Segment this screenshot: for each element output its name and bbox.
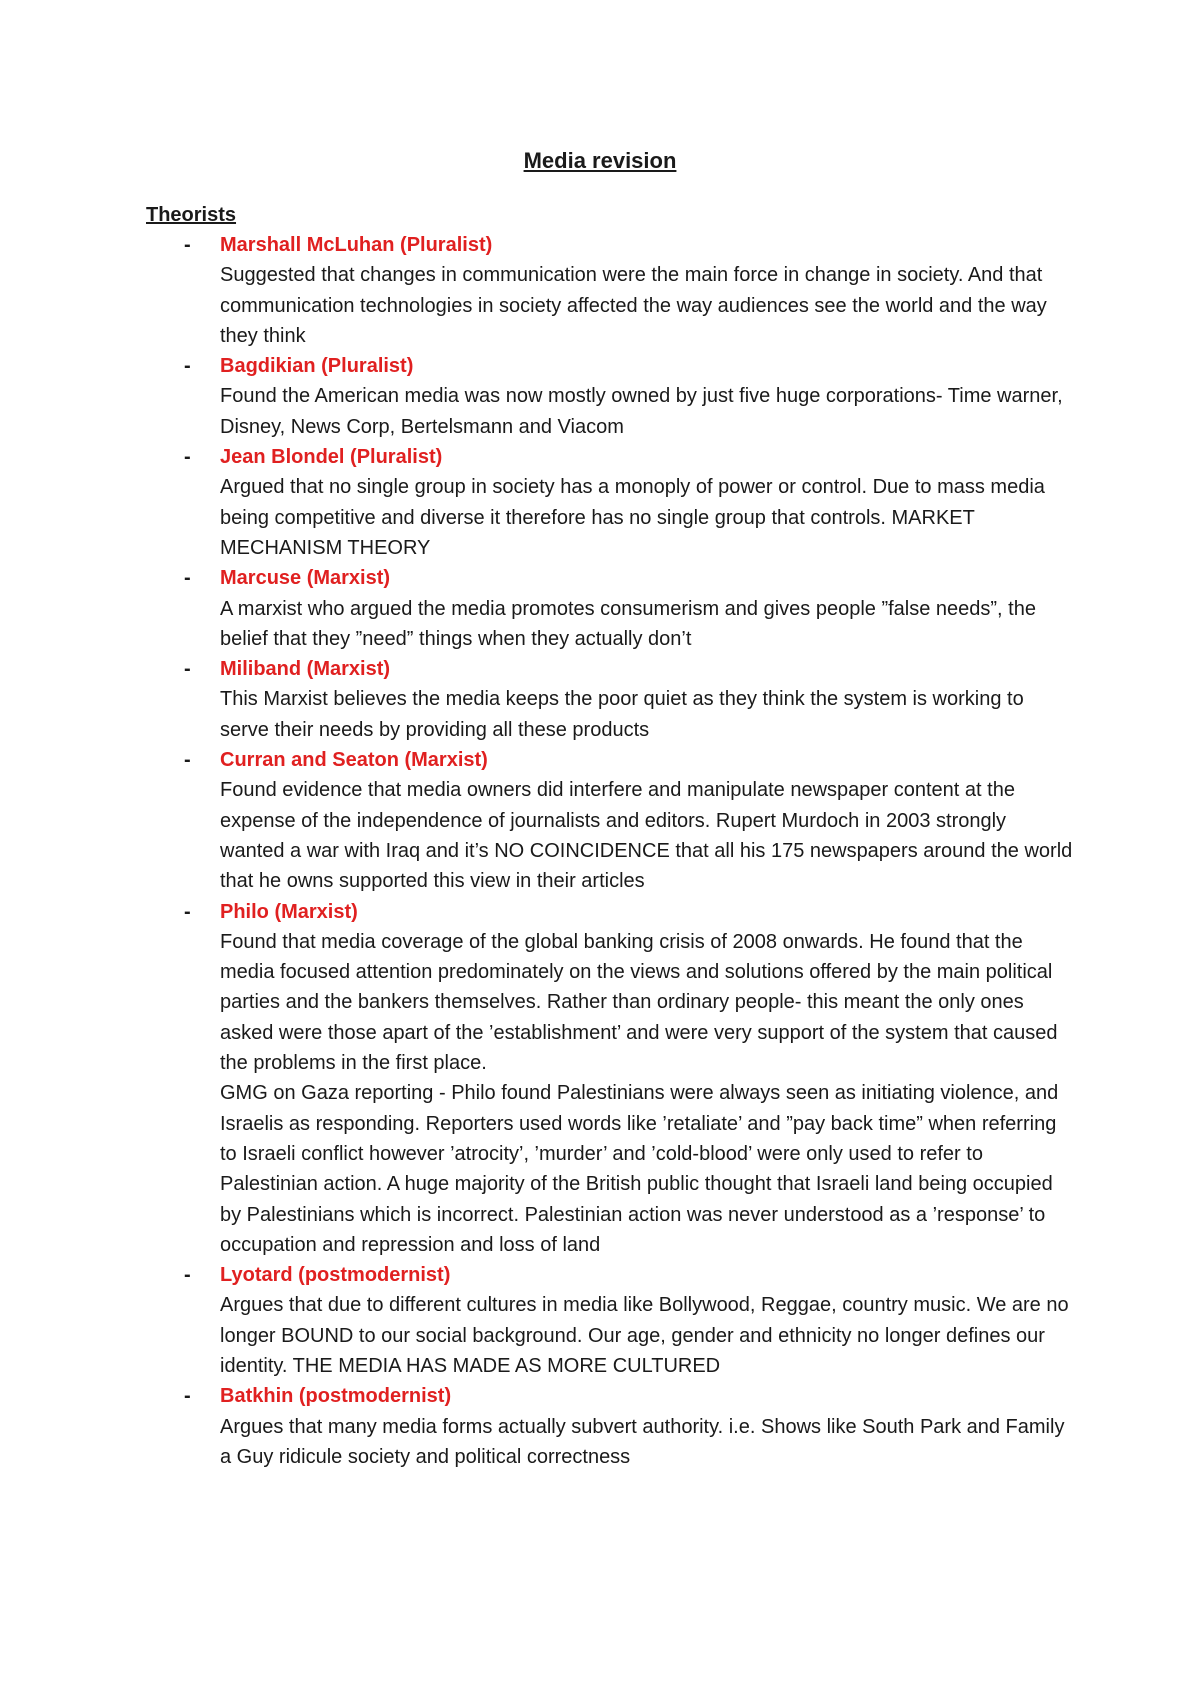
theorist-name: Miliband (Marxist) [220,658,391,681]
theorist-item [146,351,1076,442]
theorist-description: Found the American media was now mostly owned by just five huge corporations- Time warner, Disney, News Corp, Bertelsmann and Viacom [220,385,1063,438]
theorist-name: Batkhin (postmodernist) [220,1385,452,1408]
theorist-item [146,1381,1076,1472]
theorist-item [146,654,1076,745]
theorist-description: Found that media coverage of the global banking crisis of 2008 onwards. He found that the media focused attention predominately on the views and solutions offered by the main political parties and the bankers themselves. Rather than ordinary people- this meant the only ones asked were those apart of the ’establishment’ and were very support of the system that caused the problems in the first place. [220,930,1058,1075]
theorist-name: Jean Blondel (Pluralist) [220,446,443,469]
theorist-item [146,897,1076,1261]
bullet-dash: - [184,234,191,256]
bullet-dash: - [184,567,191,590]
theorist-description: This Marxist believes the media keeps the poor quiet as they think the system is working to serve their needs by providing all these products [220,688,1024,741]
theorist-name: Marshall McLuhan (Pluralist) [220,234,493,256]
theorist-name: Curran and Seaton (Marxist) [220,749,488,772]
bullet-dash: - [184,658,191,681]
theorist-name: Lyotard (postmodernist) [220,1264,451,1287]
theorist-description: Argued that no single group in society has a monoply of power or control. Due to mass media being competitive and diverse it therefore has no single group that controls. MARKET MECHANISM THEORY [220,476,1045,559]
theorist-description: Argues that many media forms actually subvert authority. i.e. Shows like South Park and Family a Guy ridicule society and political correctness [220,1415,1065,1468]
theorist-list [146,230,1076,1472]
theorist-description: Found evidence that media owners did interfere and manipulate newspaper content at the expense of the independence of journalists and editors. Rupert Murdoch in 2003 strongly wanted a war with Iraq and it’s NO COINCIDENCE that all his 175 newspapers around the world that he owns supported this view in their articles [220,779,1073,893]
section-heading-theorists: Theorists [146,204,237,226]
theorist-name: Bagdikian (Pluralist) [220,355,414,378]
theorist-item [146,1260,1076,1381]
theorist-item [146,563,1076,654]
theorist-name: Philo (Marxist) [220,900,358,923]
theorist-description: Suggested that changes in communication were the main force in change in society. And that communication technologies in society affected the way audiences see the world and the way they think [220,264,1047,347]
theorist-item [146,745,1076,896]
theorist-description: A marxist who argued the media promotes consumerism and gives people ”false needs”, the belief that they ”need” things when they actually don’t [220,597,1036,650]
bullet-dash: - [184,1385,191,1408]
page-title: Media revision [523,148,677,173]
theorist-item [146,230,1076,351]
bullet-dash: - [184,355,191,378]
bullet-dash: - [184,1264,191,1287]
bullet-dash: - [184,749,191,772]
theorist-item [146,442,1076,563]
bullet-dash: - [184,900,191,923]
theorist-description: Argues that due to different cultures in media like Bollywood, Reggae, country music. We are no longer BOUND to our social background. Our age, gender and ethnicity no longer defines our identity. THE MEDIA HAS MADE AS MORE CULTURED [220,1294,1069,1377]
theorist-name: Marcuse (Marxist) [220,567,391,590]
bullet-dash: - [184,446,191,469]
theorist-description-continued: GMG on Gaza reporting - Philo found Palestinians were always seen as initiating violence, and Israelis as responding. Reporters used words like ’retaliate’ and ”pay back time” when referring to Israeli conflict however ’atrocity’, ’murder’ and ’cold-blood’ were only used to refer to Palestinian action. A huge majority of the British public thought that Israeli land being occupied by Palestinians which is incorrect. Palestinian action was never understood as a ’response’ to occupation and repression and loss of land [220,1082,1059,1256]
